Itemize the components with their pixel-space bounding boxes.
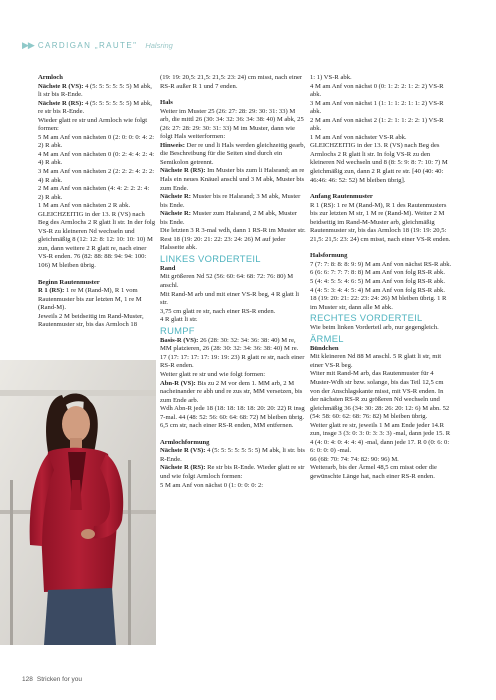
magazine-name: Stricken for you (36, 676, 83, 683)
paragraph: Jeweils 2 M beidseitig im Rand-Muster, Rautenmuster str, bis das Armloch 18 (38, 312, 144, 329)
row-label: Nächste R (VS): (38, 82, 84, 90)
paragraph: 3 M am Anf von nächsten 2 (2: 2: 2: 4: 2: 2: 4) R abk. (38, 168, 155, 184)
row-label: Nächste R (VS): (160, 447, 206, 455)
paragraph: Witer mit Rand-M arb, das Rautenmuster für 4 Muster-Wdh str bzw. solange, bis das Teil 12,5 cm von der Anschlagskante misst, mit VS-R enden. In der nächsten RS-R zu größeren Nd wechseln und gleichmäßig 36 (34: 30: 28: 26: 20: 12: 6) M abn. 52 (54: 58: 60: 62: 68: 76: 82) M bleiben übrig. (310, 370, 450, 421)
row-label: Abn-R (VS): (160, 379, 196, 387)
section-heading-rand: Rand (160, 264, 176, 272)
section-title-linkes-vorderteil: LINKES VORDERTEIL (160, 252, 261, 264)
paragraph (160, 380, 306, 406)
row-label: Nächste R (RS): (160, 464, 206, 472)
paragraph (38, 287, 156, 313)
paragraph: 1 M am Anf von nächsten 2 R abk. GLEICHZEITIG in der 13. R (VS) nach Beg des Armlochs 2 R glatt li str. In der folg VS-R zu kleineren Nd wechseln und gleichmäßig 8 (12: 12: 8: 12: 10: 10: 10) M zun, dann weitere 2 R glatt re, nach einer VS-R enden. 76 (82: 88: 88: 94: 94: 100: 106) M bleiben übrig. (38, 202, 156, 270)
section-heading-raute: Beginn Rautenmuster (38, 278, 100, 286)
paragraph: Weiter glatt re str, jeweils 1 M am Ende jeder 14.R zun, insge 3 (3: 0: 3: 0: 3: 3: 3) -mal, dann jede 15. R 4 (4: 0: 4: 0: 4: 4: 4) -mal, dann jede 17. R 0 (0: 6: 0: 6: 0: 0: 0) -mal. (310, 421, 451, 455)
paragraph (160, 447, 306, 464)
paragraph-text: 1 re M (Rand-M), R 1 vom Rautenmuster bis zur letzten M, 1 re M (Rand-M). (38, 287, 142, 312)
paragraph: 4 (4: 5: 3: 4: 4: 5: 4) M am Anf von folg RS-R abk. 18 (19: 20: 21: 22: 23: 24: 26) M bleiben übrig. 1 R im Muster str, dann alle M abk. (310, 286, 447, 311)
paragraph: 1: 1) VS-R abk. (310, 74, 352, 81)
paragraph: 4 R glatt li str. (160, 316, 198, 324)
row-label: Nächste R: (160, 210, 191, 218)
paragraph: 6,5 cm str, nach einer RS-R enden, MM entfernen. (160, 422, 294, 430)
model-illustration (0, 360, 156, 645)
paragraph-text: 4 (5: 5: 5: 5: 5: 5) M abk, re str bis R-Ende. (38, 99, 152, 116)
paragraph: 3 M am Anf von nächst 1 (1: 1: 1: 2: 1: 1: 2) VS-R abk. (310, 99, 444, 116)
row-label: Basis-R (VS): (160, 336, 199, 344)
section-title-aermel: ÄRMEL (310, 332, 344, 344)
paragraph: Weiterarb, bis der Ärmel 48,5 cm misst oder die gewünschte Länge hat, nach einer RS-R enden. (310, 464, 437, 480)
paragraph (38, 83, 156, 100)
page-header (22, 38, 173, 52)
paragraph (160, 464, 306, 481)
paragraph: 5 M am Anf von nächsten 0 (2: 0: 0: 0: 4: 2: 2) R abk. (38, 133, 155, 150)
paragraph: Wdh Abn-R jede 18 (18: 18: 18: 18: 20: 20: 22) R insg 7-mal. 44 (48: 52: 56: 60: 64: 68: 72) M bleiben übrig. (160, 405, 305, 421)
paragraph-text: Muster bis re Halsrand; 3 M abk, Muster bis Ende. (160, 193, 301, 209)
section-title-rechtes-vorderteil: RECHTES VORDERTEIL (310, 312, 423, 324)
paragraph-text: Re str bis R-Ende. Wieder glatt re str und wie folgt Armloch formen: (160, 464, 305, 480)
column-1 (38, 74, 156, 330)
paragraph: Wie beim linken Vorderteil arb, nur gegengleich. (310, 324, 439, 332)
section-heading-armloch: Armloch (38, 74, 63, 81)
paragraph: Weiter glatt re str und wie folgt formen: (160, 370, 266, 378)
section-heading-hals: Hals (160, 99, 173, 107)
paragraph: Wieder glatt re str und Armloch wie folgt formen: (38, 116, 148, 133)
paragraph-text: Bis zu 2 M vor dem 1. MM arb, 2 M nacheinander re abh und re zus str, MM versetzen, bis zum Ende arb. (160, 379, 303, 404)
paragraph: 2 M am Anf von nächst 2 (1: 2: 1: 1: 2: 2: 1) VS-R abk. (310, 116, 444, 133)
model-photo (0, 360, 156, 645)
page-footer (22, 676, 82, 683)
paragraph: (19: 19: 20,5: 21,5: 21,5: 23: 24) cm misst, nach einer RS-R außer R 1 und 7 enden. (160, 74, 303, 90)
paragraph: Mit größeren Nd 52 (56: 60: 64: 68: 72: 76: 80) M anschl. (160, 273, 294, 290)
section-heading-halsformung: Halsformung (310, 252, 348, 260)
paragraph (160, 337, 306, 354)
paragraph: R 1 (RS): 1 re M (Rand-M), R 1 des Rautenmusters bis zur letzten M str, 1 M re (Rand-M). Weiter 2 M beidseitig im Rand-M-Muster arb, gleichmäßig Rautenmuster str, bis das Armloch 18 (19: 19: 20,5: 21,5: 21,5: 23: 24) cm misst, nach einer VS-R enden. (310, 201, 451, 243)
paragraph: 5 (4: 4: 5: 5: 4: 6: 5) M am Anf von folg RS-R abk. (310, 278, 445, 286)
paragraph-text: 4 (5: 5: 5: 5: 5: 5: 5) M abk, li str. bis R-Ende. (160, 447, 305, 463)
paragraph: 3,75 cm glatt re str, nach einer RS-R enden. (160, 307, 276, 315)
header-subtitle: Halsring (145, 40, 173, 50)
paragraph-text: Der re und li Hals werden gleichzeitig gearb, die Beschreibung für die Seiten sind durch ein Semikolon getrennt. (160, 141, 306, 166)
paragraph-text: 26 (28: 30: 32: 34: 36: 38: 40) M re, MM platzieren, 26 (28: 30: 32: 34: 36: 38: 40) M re. (160, 336, 299, 353)
paragraph: 7 (7: 7: 8: 8: 8: 9: 9) M am Anf von nächst RS-R abk. (310, 260, 452, 268)
row-label: Nächste R (RS): (38, 99, 84, 107)
paragraph-text: 4 (5: 5: 5: 5: 5: 5) M abk, li str bis R-Ende. (38, 82, 152, 99)
paragraph (160, 193, 306, 210)
paragraph: Die letzten 3 R 3-mal wdh, dann 1 RS-R im Muster str. Rest 18 (19: 20: 21: 22: 23: 24: 26) M auf jeder Halsseite abk. (160, 227, 306, 252)
paragraph: 2 M am Anf von nächsten (4: 4: 2: 2: 2: 4: 2) R abk. (38, 185, 150, 201)
row-label: Hinweis: (160, 141, 185, 149)
paragraph-text: Im Muster bis zum li Halsrand; an re Hals ein neues Knäuel anschl und 3 M abk, Muster bis zum Ende. (160, 167, 305, 192)
row-label: Nächste R (RS): (160, 167, 206, 175)
paragraph (160, 210, 306, 227)
paragraph: 5 M am Anf von nächst 0 (1: 0: 0: 0: 2: (160, 481, 264, 489)
paragraph: 4 M am Anf von nächst 0 (0: 1: 2: 2: 1: 2: 2) VS-R abk. (310, 82, 444, 99)
section-title-rumpf: RUMPF (160, 324, 195, 336)
page-number: 128 (22, 676, 33, 683)
paragraph: 6 (6: 6: 7: 7: 7: 8: 8) M am Anf von folg RS-R abk. (310, 269, 445, 277)
paragraph (38, 100, 156, 117)
column-3 (310, 74, 452, 482)
paragraph: 1 M am Anf von nächster VS-R abk. GLEICHZEITIG in der 13. R (VS) nach Beg des Armlochs 2 R glatt li str. In folg VS-R zu den kleineren Nd wechseln und 8 (8: 5: 9: 8: 7: 10: 7) M gleichmäßig zun, dann 2 R glatt re str. [40 (40: 40: 46:46: 46: 52: 52) M bleiben übrig]. (310, 133, 448, 184)
row-label: Nächste R: (160, 193, 191, 201)
paragraph: Mit Rand-M arb und mit einer VS-R beg, 4 R glatt li str. (160, 290, 300, 307)
column-2 (160, 74, 306, 490)
paragraph-text: Muster zum Halsrand, 2 M abk, Muster bis Ende. (160, 210, 297, 226)
paragraph: 4 M am Anf von nächsten 0 (0: 2: 4: 4: 2: 4: 4) R abk. (38, 150, 155, 167)
paragraph: Mit kleineren Nd 88 M anschl. 5 R glatt li str, mit einer VS-R beg. (310, 353, 442, 369)
row-label: R 1 (RS): (38, 287, 65, 295)
section-heading-buendchen: Bündchen (310, 344, 339, 352)
paragraph (160, 142, 306, 168)
paragraph: 17 (17: 17: 17: 17: 19: 19: 23) R glatt re str, nach einer RS-R enden. (160, 353, 305, 370)
section-heading-armlochformung: Armlochformung (160, 438, 210, 446)
paragraph: Weiter im Muster 25 (26: 27: 28: 29: 30: 31: 33) M arb, die mittl 26 (30: 34: 32: 36: 34: 38: 40) M abk, 25 (26: 27: 28: 29: 30: 31: 33) M im Muster, dann wie folgt Hals weiterformen: (160, 107, 304, 141)
paragraph (160, 167, 306, 193)
paragraph: 66 (68: 70: 74: 74: 82: 90: 96) M. (310, 455, 399, 463)
section-heading-anfang-rautenmuster: Anfang Rautenmuster (310, 193, 373, 201)
header-title: CARDIGAN „RAUTE" (37, 40, 138, 50)
double-chevron-right-icon: ▶▶ (22, 39, 34, 50)
